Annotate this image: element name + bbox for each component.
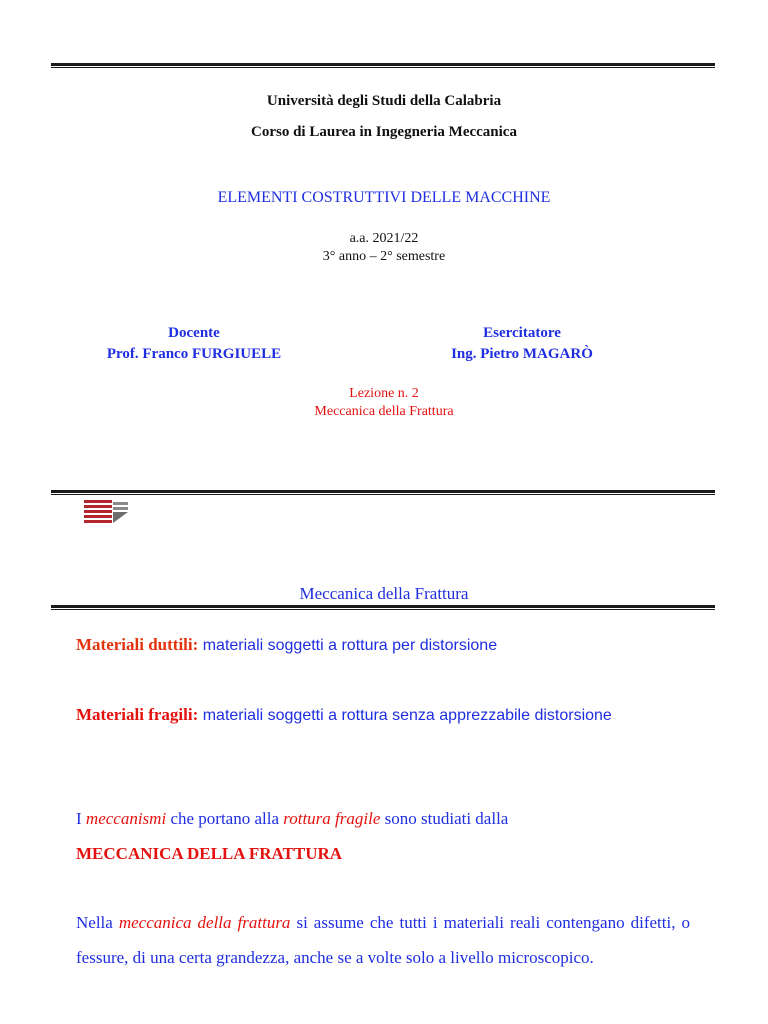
course-name: Corso di Laurea in Ingegneria Meccanica (251, 124, 517, 140)
fragili-line (76, 705, 612, 725)
esercitatore-name: Ing. Pietro MAGARÒ (451, 346, 593, 362)
mech-em-1: meccanismi (85, 809, 167, 828)
mech-text-1: I (76, 809, 86, 828)
section-title: Meccanica della Frattura (299, 584, 469, 603)
para-text-1: Nella (76, 913, 119, 932)
esercitatore-block (420, 323, 624, 365)
fragili-text: materiali soggetti a rottura senza apprezzabile distorsione (198, 707, 612, 724)
para-text-2: si assume che tutti i materiali reali contengano difetti, o fessure, di una certa grandezza, anche se a volte solo a livello microscopico. (76, 913, 690, 967)
fragili-label: Materiali fragili: (76, 705, 199, 724)
mechanisms-line (76, 809, 508, 829)
duttili-line (76, 635, 497, 655)
duttili-text: materiali soggetti a rottura per distorsione (198, 637, 498, 654)
esercitatore-label: Esercitatore (483, 325, 561, 341)
top-divider (51, 63, 715, 68)
section-divider (51, 605, 715, 610)
intro-paragraph (76, 905, 690, 975)
subject-title: ELEMENTI COSTRUTTIVI DELLE MACCHINE (217, 189, 551, 206)
docente-block (84, 323, 304, 365)
university-name: Università degli Studi della Calabria (266, 93, 502, 109)
middle-divider (51, 490, 715, 495)
docente-name: Prof. Franco FURGIUELE (106, 346, 282, 362)
university-logo-icon (84, 500, 130, 524)
mechanics-heading: MECCANICA DELLA FRATTURA (76, 844, 343, 863)
year-semester: 3° anno – 2° semestre (322, 249, 446, 264)
para-em: meccanica della frattura (118, 913, 291, 932)
lesson-number: Lezione n. 2 (349, 386, 419, 401)
mech-text-2: che portano alla (166, 809, 284, 828)
duttili-label: Materiali duttili: (76, 635, 199, 654)
docente-label: Docente (168, 325, 220, 341)
academic-year: a.a. 2021/22 (349, 231, 419, 246)
lesson-topic: Meccanica della Frattura (314, 404, 454, 419)
mech-text-3: sono studiati dalla (380, 809, 509, 828)
mech-em-2: rottura fragile (283, 809, 381, 828)
